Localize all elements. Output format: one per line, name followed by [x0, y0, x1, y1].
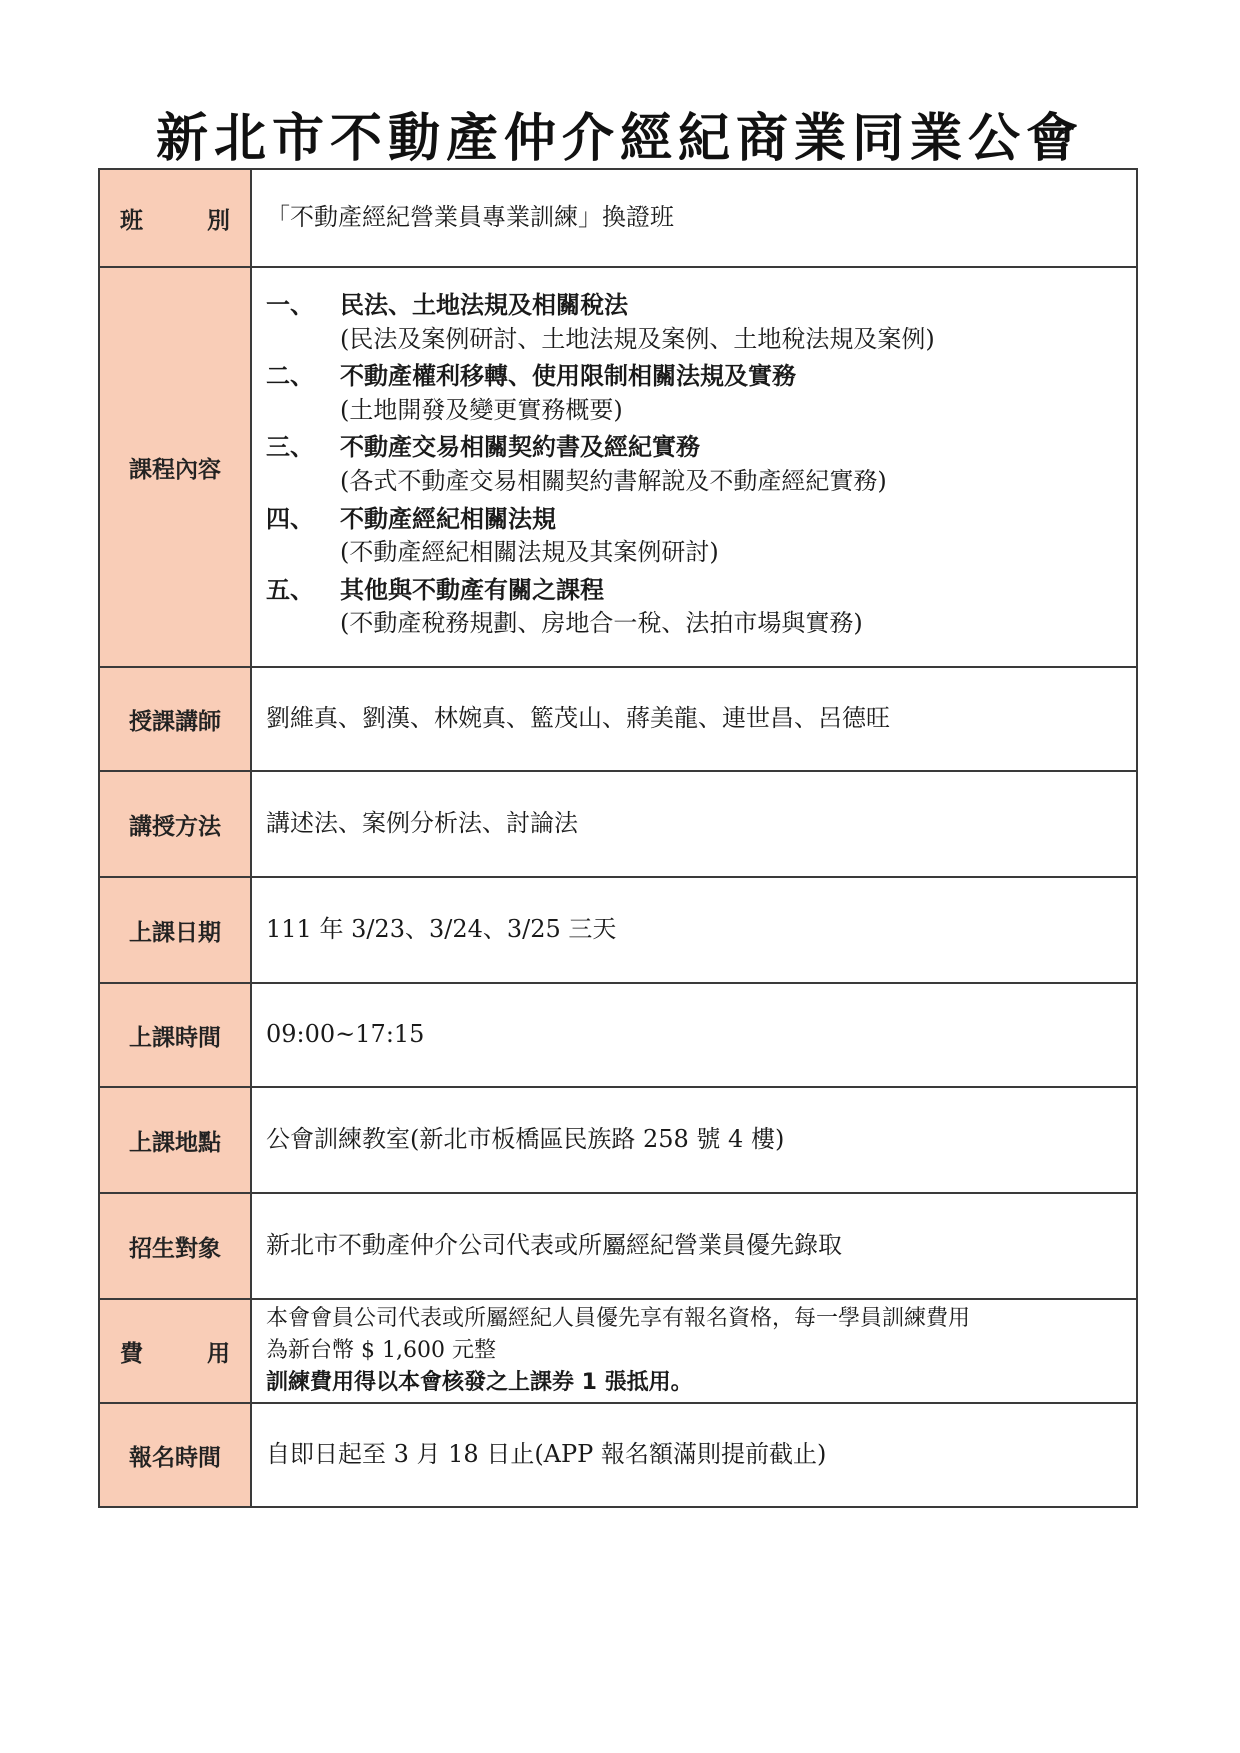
course-num-5: 五、: [266, 575, 314, 604]
value-fee: [251, 1299, 1137, 1403]
label-time: 上課時間: [99, 983, 251, 1087]
row-class-type: [99, 169, 1137, 267]
course-title-4: 不動產經紀相關法規: [340, 504, 556, 533]
course-info-table: [98, 168, 1138, 1508]
row-course: [99, 267, 1137, 667]
label-class-type: [99, 169, 251, 267]
value-instructors: 劉維真、劉漢、林婉真、籃茂山、蔣美龍、連世昌、呂德旺: [251, 667, 1137, 771]
label-instructors: 授課講師: [99, 667, 251, 771]
fee-line-1: 本會會員公司代表或所屬經紀人員優先享有報名資格，每一學員訓練費用: [266, 1306, 971, 1332]
course-title-2: 不動產權利移轉、使用限制相關法規及實務: [340, 362, 796, 391]
course-detail-1: (民法及案例研討、土地法規及案例、土地稅法規及案例): [340, 324, 935, 353]
course-detail-2: (土地開發及變更實務概要): [340, 395, 623, 424]
label-date: 上課日期: [99, 877, 251, 983]
course-item-4: [266, 503, 1122, 570]
value-time: 09:00~17:15: [251, 983, 1137, 1087]
value-date: 111 年 3/23、3/24、3/25 三天: [251, 877, 1137, 983]
label-fee-right: 用: [207, 1340, 230, 1367]
label-class-type-right: 別: [207, 207, 230, 234]
label-course: 課程內容: [99, 267, 251, 667]
course-num-1: 一、: [266, 291, 314, 320]
row-registration: [99, 1403, 1137, 1507]
value-course: [251, 267, 1137, 667]
label-location: 上課地點: [99, 1087, 251, 1193]
course-num-2: 二、: [266, 362, 314, 391]
course-item-2: [266, 360, 1122, 427]
course-num-3: 三、: [266, 433, 314, 462]
course-detail-5: (不動產稅務規劃、房地合一稅、法拍市場與實務): [340, 609, 863, 638]
value-method: 講述法、案例分析法、討論法: [251, 771, 1137, 877]
row-time: [99, 983, 1137, 1087]
label-class-type-left: 班: [120, 207, 143, 234]
value-target: 新北市不動產仲介公司代表或所屬經紀營業員優先錄取: [251, 1193, 1137, 1299]
label-registration: 報名時間: [99, 1403, 251, 1507]
value-location: 公會訓練教室(新北市板橋區民族路 258 號 4 樓): [251, 1087, 1137, 1193]
row-date: [99, 877, 1137, 983]
course-item-3: [266, 431, 1122, 498]
label-fee-left: 費: [120, 1340, 143, 1367]
row-instructors: [99, 667, 1137, 771]
fee-line-2: 為新台幣 $ 1,600 元整: [266, 1338, 496, 1364]
course-detail-4: (不動產經紀相關法規及其案例研討): [340, 538, 719, 567]
course-num-4: 四、: [266, 504, 314, 533]
row-fee: [99, 1299, 1137, 1403]
label-fee: [99, 1299, 251, 1403]
course-title-5: 其他與不動產有關之課程: [340, 575, 604, 604]
course-item-1: [266, 289, 1122, 356]
label-method: 講授方法: [99, 771, 251, 877]
course-title-3: 不動產交易相關契約書及經紀實務: [340, 433, 700, 462]
document-title: 新北市不動產仲介經紀商業同業公會: [155, 109, 1084, 169]
course-detail-3: (各式不動產交易相關契約書解說及不動產經紀實務): [340, 467, 887, 495]
course-title-1: 民法、土地法規及相關稅法: [340, 291, 628, 320]
value-registration: 自即日起至 3 月 18 日止(APP 報名額滿則提前截止): [251, 1403, 1137, 1507]
course-item-5: [266, 574, 1122, 641]
row-target: [99, 1193, 1137, 1299]
row-method: [99, 771, 1137, 877]
row-location: [99, 1087, 1137, 1193]
label-target: 招生對象: [99, 1193, 251, 1299]
fee-note: 訓練費用得以本會核發之上課券 1 張抵用。: [266, 1369, 693, 1395]
value-class-type: 「不動產經紀營業員專業訓練」換證班: [251, 169, 1137, 267]
